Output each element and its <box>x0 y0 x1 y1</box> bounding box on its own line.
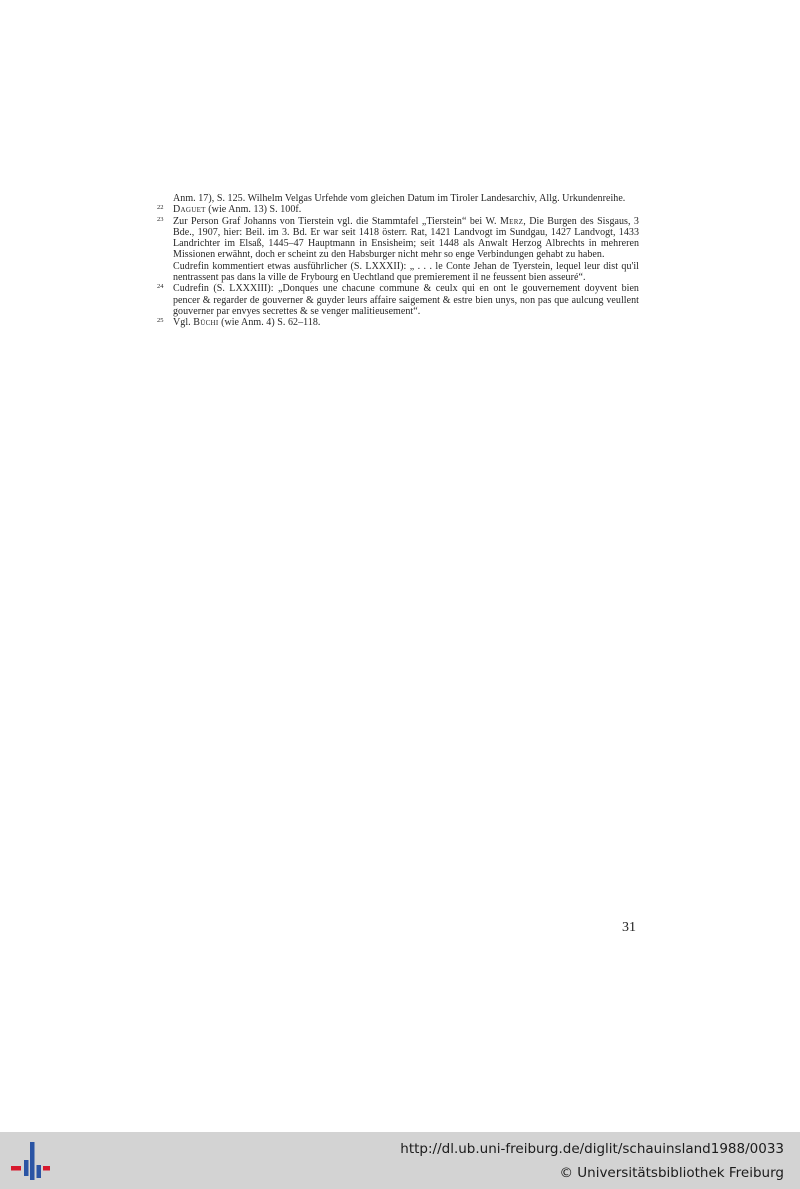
footnote-25 <box>157 317 639 328</box>
footnote-paragraph: Cudrefin kommentiert etwas ausführlicher (S. LXXXII): „ . . . le Conte Jehan de Tyerstein, lequel leur dist qu'il nentrassent pas dans la ville de Frybourg en Uechtland que premierement il ne feussent bien asseuré“. <box>173 260 639 284</box>
footnote-body: Vgl. <box>173 317 194 329</box>
footnote-number: 22 <box>157 204 164 212</box>
footer-url-link[interactable]: http://dl.ub.uni-freiburg.de/diglit/schauinsland1988/0033 <box>400 1141 784 1157</box>
footnote-text <box>173 204 639 215</box>
footnote-text: Anm. 17), S. 125. Wilhelm Velgas Urfehde vom gleichen Datum im Tiroler Landesarchiv, Allg. Urkundenreihe. <box>173 193 626 204</box>
footnote-number: 25 <box>157 317 164 325</box>
author-name: Merz <box>499 215 524 227</box>
ub-freiburg-logo-icon[interactable] <box>10 1140 50 1182</box>
author-name: Daguet <box>173 204 206 216</box>
footnote-body: (wie Anm. 4) S. 62–118. <box>218 317 321 329</box>
footnote-text <box>173 317 639 328</box>
footnote-24 <box>157 283 639 317</box>
footnote-21-continuation <box>157 193 639 204</box>
footnotes <box>157 193 639 329</box>
footnote-number: 24 <box>157 283 164 291</box>
footer-bar <box>0 1132 800 1189</box>
footnote-22 <box>157 204 639 215</box>
footnote-body: , Die Burgen des Sisgaus, 3 Bde., 1907, hier: Beil. im 3. Bd. Er war seit 1418 österr. Rat, 1421 Landvogt im Sundgau, 1427 Landvogt, 1433 Landrichter im Elsaß, 1445–47 Hauptmann in Ensisheim; seit 1448 als Anwalt Herzog Albrechts in mehreren Missionen erwähnt, doch er scheint zu den Habsburger nicht mehr so enge Verbindungen gehabt zu haben. <box>173 215 639 261</box>
footnote-body: (wie Anm. 13) S. 100f. <box>205 204 302 216</box>
footnote-23 <box>157 216 639 284</box>
footnote-text <box>173 216 639 261</box>
footnote-body: Zur Person Graf Johanns von Tierstein vgl. die Stammtafel „Tierstein“ bei W. <box>173 215 500 227</box>
author-name: Büchi <box>193 317 219 329</box>
footnote-text: Cudrefin (S. LXXXIII): „Donques une chacune commune & ceulx qui en ont le gouvernement doyvent bien pencer & regarder de gouverner & guyder leurs affaire saigement & estre bien unys, non pas que aulcung veullent gouverner par envyes secrettes & se venger malitieusement“. <box>173 283 639 317</box>
footnote-number: 23 <box>157 215 164 223</box>
page-number: 31 <box>622 920 636 935</box>
footer-copyright: © Universitätsbibliothek Freiburg <box>559 1165 784 1181</box>
